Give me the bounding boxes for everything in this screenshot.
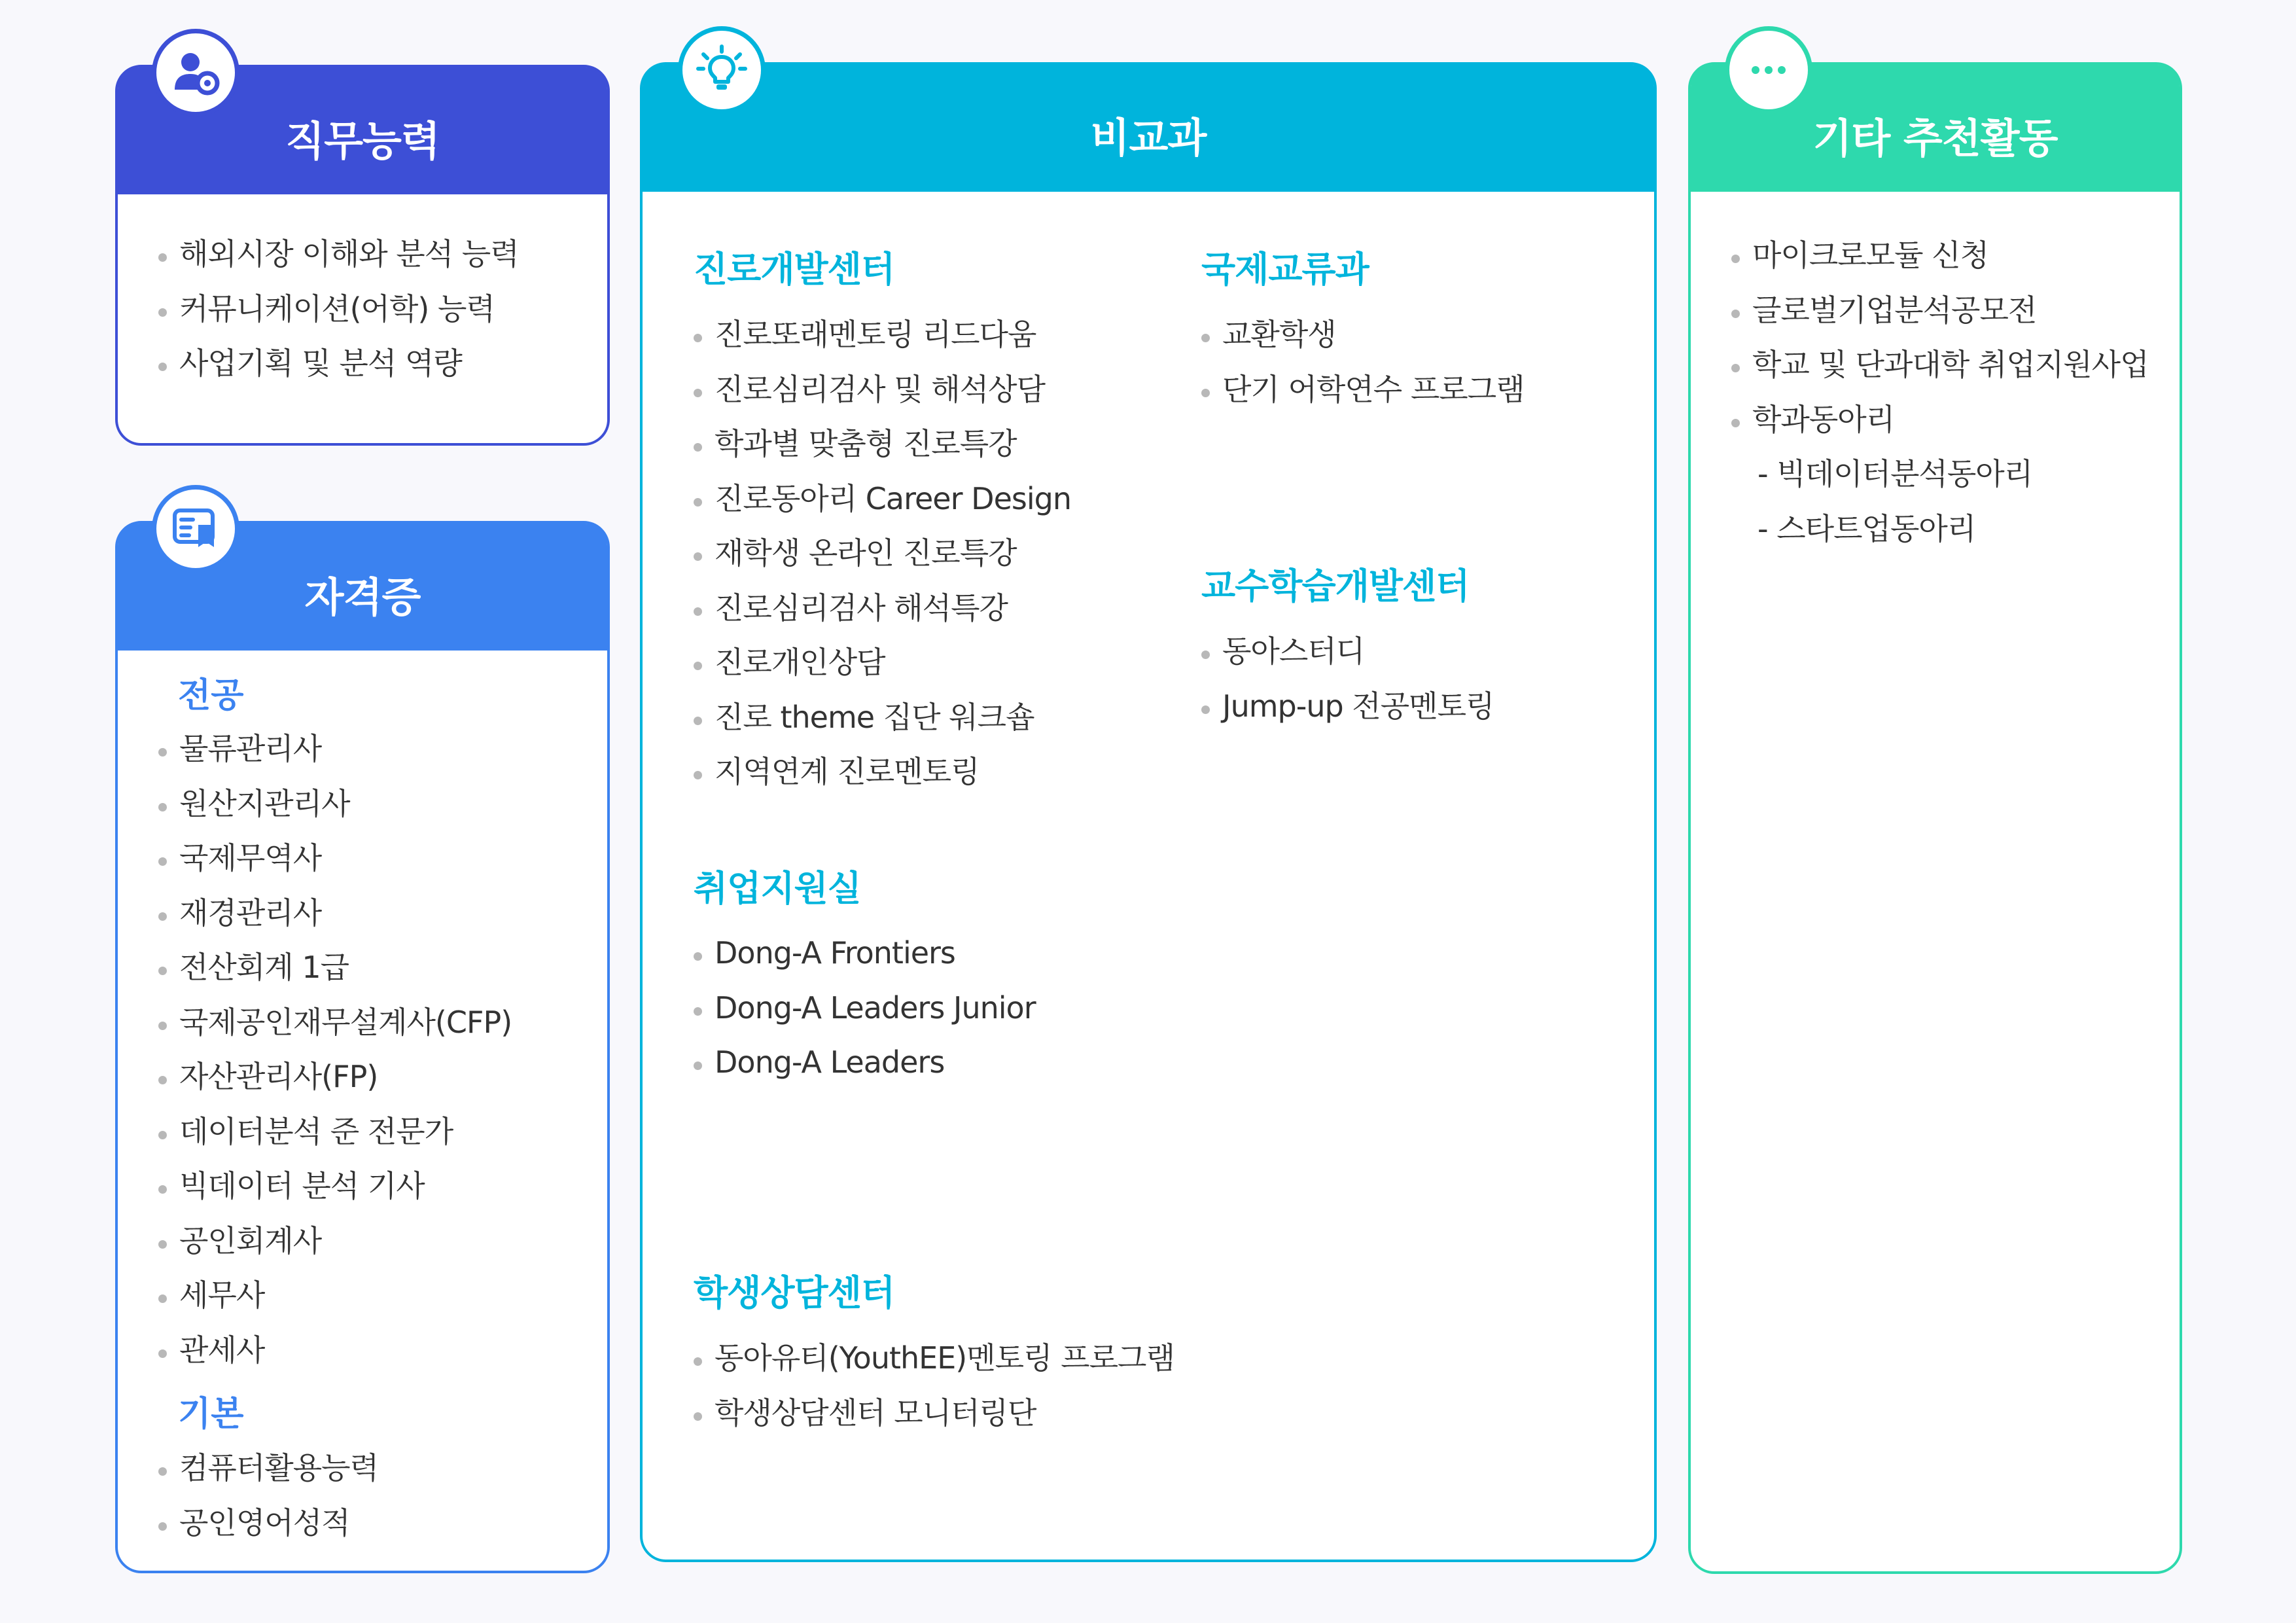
list-item: 동아유티(YouthEE)멘토링 프로그램 [694, 1331, 1174, 1386]
list-item: 글로벌기업분석공모전 [1731, 283, 2149, 338]
list-item: 동아스터디 [1201, 624, 1494, 679]
list-item: 재학생 온라인 진로특강 [694, 526, 1071, 581]
job-skills-title: 직무능력 [285, 116, 440, 165]
extracurricular-card [640, 62, 1657, 1562]
certificates-card [115, 521, 610, 1573]
list-item: 공인회계사 [158, 1214, 512, 1269]
counseling-center-title: 학생상담센터 [694, 1272, 894, 1313]
extracurricular-header [643, 65, 1654, 192]
list-item: 공인영어성적 [158, 1496, 378, 1551]
list-item: 지역연계 진로멘토링 [694, 745, 1071, 800]
list-item: 학과동아리 [1731, 393, 2149, 448]
certificates-title: 자격증 [304, 573, 421, 621]
user-gear-icon [152, 29, 239, 116]
list-item: 교환학생 [1201, 308, 1525, 363]
list-item: 물류관리사 [158, 722, 512, 777]
teaching-center-title: 교수학습개발센터 [1201, 565, 1470, 607]
list-item: 학생상담센터 모니터링단 [694, 1386, 1174, 1441]
list-sub-item: - 빅데이터분석동아리 [1757, 456, 2033, 491]
list-item: 데이터분석 준 전문가 [158, 1105, 512, 1160]
list-sub-item: - 스타트업동아리 [1757, 510, 1976, 546]
career-center-list [694, 308, 1071, 800]
list-item: 진로 theme 집단 워크숍 [694, 690, 1071, 745]
list-item: 사업기획 및 분석 역량 [158, 336, 519, 391]
list-item: 재경관리사 [158, 886, 512, 941]
list-item: 진로동아리 Career Design [694, 472, 1071, 527]
list-item: 진로또래멘토링 리드다움 [694, 308, 1071, 363]
job-skills-card [115, 65, 610, 446]
certificate-icon [152, 485, 239, 573]
extracurricular-title: 비교과 [1090, 113, 1207, 162]
list-item: 진로심리검사 및 해석상담 [694, 363, 1071, 418]
employment-office-title: 취업지원실 [694, 868, 861, 909]
list-item: 학과별 맞춤형 진로특강 [694, 417, 1071, 472]
list-item: 관세사 [158, 1323, 512, 1378]
other-activities-title: 기타 추천활동 [1812, 114, 2058, 162]
job-skills-list [158, 227, 519, 391]
international-list [1201, 308, 1525, 417]
list-item: 전산회계 1급 [158, 940, 512, 995]
list-item: 세무사 [158, 1268, 512, 1323]
other-activities-list [1731, 228, 2149, 556]
basic-cert-list [158, 1441, 378, 1550]
list-item: 단기 어학연수 프로그램 [1201, 363, 1525, 418]
list-item: Dong-A Frontiers [694, 926, 1036, 981]
lightbulb-icon [678, 26, 766, 114]
list-item: 마이크로모듈 신청 [1731, 228, 2149, 283]
international-title: 국제교류과 [1201, 249, 1369, 290]
list-item: 진로개인상담 [694, 635, 1071, 690]
list-item: 자산관리사(FP) [158, 1050, 512, 1105]
list-item: 빅데이터 분석 기사 [158, 1159, 512, 1214]
major-cert-list [158, 722, 512, 1378]
counseling-center-list [694, 1331, 1174, 1440]
list-item: Dong-A Leaders Junior [694, 981, 1036, 1036]
list-item: 원산지관리사 [158, 777, 512, 832]
basic-label: 기본 [178, 1395, 244, 1434]
career-center-title: 진로개발센터 [694, 249, 894, 290]
other-activities-card [1688, 62, 2182, 1574]
list-item: 컴퓨터활용능력 [158, 1441, 378, 1496]
list-item: Jump-up 전공멘토링 [1201, 679, 1494, 734]
major-label: 전공 [178, 676, 244, 715]
list-item: 학교 및 단과대학 취업지원사업 [1731, 338, 2149, 393]
list-item: 커뮤니케이션(어학) 능력 [158, 282, 519, 337]
more-dots-icon [1725, 26, 1812, 114]
list-item: 국제공인재무설계사(CFP) [158, 995, 512, 1050]
employment-office-list [694, 926, 1036, 1090]
list-item: Dong-A Leaders [694, 1035, 1036, 1090]
list-item: 진로심리검사 해석특강 [694, 581, 1071, 636]
teaching-center-list [1201, 624, 1494, 734]
list-item: 국제무역사 [158, 831, 512, 886]
list-item: 해외시장 이해와 분석 능력 [158, 227, 519, 282]
